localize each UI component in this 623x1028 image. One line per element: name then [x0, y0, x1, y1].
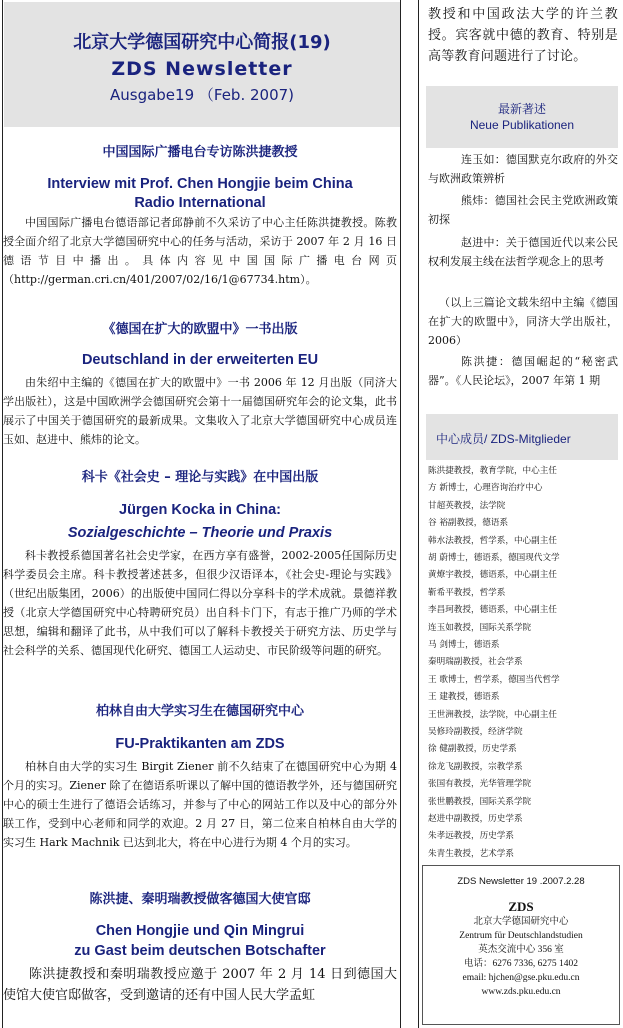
article-1-title-de-line1: Interview mit Prof. Chen Hongjie beim China — [47, 176, 353, 192]
publications-heading-cn: 最新著述 — [497, 102, 546, 116]
member-item: 吴修玲副教授，经济学院 — [428, 727, 523, 737]
member-item: 黄燎宇教授，德语系，中心副主任 — [428, 570, 557, 581]
continuation-text: 教授和中国政法大学的许兰教授。宾客就中德的教育、特别是高等教育问题进行了讨论。 — [428, 7, 618, 64]
member-item: 王 建教授，德语系 — [428, 692, 500, 703]
member-item: 靳希平教授，哲学系 — [428, 587, 506, 598]
member-item: 李昌珂教授，德语系，中心副主任 — [428, 605, 557, 616]
publication-item: 熊炜：德国社会民主党欧洲政策初探 — [428, 194, 618, 226]
article-1-title-cn: 中国国际广播电台专访陈洪捷教授 — [102, 145, 298, 160]
publication-item: （以上三篇论文载朱绍中主编《德国在扩大的欧盟中》，同济大学出版社，2006） — [428, 296, 618, 347]
footer-phone: 电话：6276 7336, 6275 1402 — [463, 959, 578, 969]
member-item: 王世洲教授，法学院，中心副主任 — [428, 709, 557, 720]
publication-item: 赵进中：关于德国近代以来公民权利发展主线在法哲学观念上的思考 — [428, 236, 618, 268]
newsletter-title-en: ZDS Newsletter — [111, 58, 293, 80]
publication-item: 连玉如：德国默克尔政府的外交与欧洲政策辨析 — [428, 153, 618, 185]
member-item: 马 剑博士，德语系 — [428, 640, 500, 650]
article-3-body: 科卡教授系德国著名社会史学家，在西方享有盛誉，2002-2005任国际历史科学委员会主席。科卡教授著述甚多，但很少汉语译本，《社会史-理论与实践》（世纪出版集团，2006）的出版使中国同仁得以分享科卡的学术成就。景德祥教授（北京大学德国研究中心特聘研究员）出自科卡门下，有志于推广乃师的学术思想，编辑和翻译了此书，从中我们可以了解科卡教授关于研究方法、历史学与社会科学的关系、德国现代化研究、德国工人运动史、市民阶级等问题的研究。 — [3, 549, 397, 657]
article-2-title-de: Deutschland in der erweiterten EU — [81, 352, 319, 368]
publications-heading-de: Neue Publikationen — [469, 118, 575, 132]
article-4-body: 柏林自由大学的实习生 Birgit Ziener 前不久结束了在德国研究中心为期 4 个月的实习。Ziener 除了在德语系听课以了解中国的德语教学外，还与德国研究中心的硕士生进行了德语会话练习，并参与了中心的网站工作以及中心的部分外联工作，受到中心老师和同学的欢迎。2 月 27 日，第二位来自柏林自由大学的实习生 Hark Machnik 已达到北大，将在中心进行为期 4 个月的实习。 — [3, 760, 397, 849]
publications-heading-box — [426, 86, 618, 148]
footer-email[interactable]: email: hjchen@gse.pku.edu.cn — [462, 973, 580, 983]
article-5-title-cn: 陈洪捷、秦明瑞教授做客德国大使官邸 — [89, 892, 311, 907]
footer-org-cn: 北京大学德国研究中心 — [473, 917, 569, 927]
member-item: 徐龙飞副教授，宗教学系 — [428, 761, 523, 772]
member-item: 胡 蔚博士，德语系，德国现代文学 — [428, 553, 560, 563]
article-4-title-cn: 柏林自由大学实习生在德国研究中心 — [95, 704, 304, 719]
footer-issue-line: ZDS Newsletter 19 .2007.2.28 — [457, 876, 585, 887]
footer-org-de: Zentrum für Deutschlandstudien — [459, 931, 583, 941]
article-2-title-cn: 《德国在扩大的欧盟中》一书出版 — [102, 322, 298, 337]
member-item: 张世鹏教授，国际关系学院 — [428, 796, 532, 807]
article-3-title-de: Jürgen Kocka in China: — [119, 502, 281, 518]
footer-website[interactable]: www.zds.pku.edu.cn — [481, 987, 561, 997]
member-item: 赵进中副教授，历史学系 — [428, 814, 523, 824]
member-item: 韩水法教授，哲学系，中心副主任 — [428, 535, 557, 546]
contact-box — [422, 865, 620, 1025]
publication-item: 陈洪捷：德国崛起的“秘密武器”。《人民论坛》，2007 年第 1 期 — [428, 355, 618, 387]
side-column — [418, 0, 623, 1028]
article-5-title-de-line2: zu Gast beim deutschen Botschafter — [74, 943, 326, 959]
article-3-title-cn: 科卡《社会史 – 理论与实践》在中国出版 — [81, 470, 319, 485]
article-1-title-de-line2: Radio International — [134, 195, 266, 211]
footer-org: ZDS — [508, 899, 534, 914]
masthead — [4, 2, 400, 127]
article-3-title-de-italic: Sozialgeschichte – Theorie und Praxis — [67, 525, 333, 541]
member-item: 张国有教授，光华管理学院 — [428, 779, 532, 790]
member-item: 秦明瑞副教授，社会学系 — [428, 657, 523, 668]
member-item: 方 新博士，心理咨询治疗中心 — [428, 483, 543, 494]
column-divider-mid — [400, 0, 401, 1028]
article-1-body: 中国国际广播电台德语部记者邱静前不久采访了中心主任陈洪捷教授。陈教授全面介绍了北京大学德国研究中心的任务与活动，采访于 2007 年 2 月 16 日德语节目中播出。具体内容见中国国际广播电台网页（http://german.cri.cn/401/2007/02/16/1@67734.htm）。 — [3, 216, 397, 286]
members-heading: 中心成员/ ZDS-Mitglieder — [436, 432, 571, 446]
member-item: 陈洪捷教授，教育学院，中心主任 — [428, 466, 557, 476]
member-item: 连玉如教授，国际关系学院 — [428, 622, 532, 633]
member-item: 甘超英教授，法学院 — [428, 500, 506, 511]
issue-label: Ausgabe19 （Feb. 2007) — [109, 86, 295, 104]
article-4-title-de: FU-Praktikanten am ZDS — [115, 736, 285, 752]
member-item: 朱青生教授，艺术学系 — [428, 848, 514, 859]
newsletter-title-cn: 北京大学德国研究中心简报(19) — [73, 32, 331, 53]
article-5-title-de-line1: Chen Hongjie und Qin Mingrui — [95, 923, 305, 939]
article-5-body: 陈洪捷教授和秦明瑞教授应邀于 2007 年 2 月 14 日到德国大使馆大使官邸做客，受到邀请的还有中国人民大学孟虹 — [3, 967, 397, 1003]
footer-address: 英杰交流中心 356 室 — [478, 945, 564, 955]
member-item: 王 歌博士，哲学系，德国当代哲学 — [428, 674, 560, 685]
article-2-body: 由朱绍中主编的《德国在扩大的欧盟中》一书 2006 年 12 月出版（同济大学出版社），这是中国欧洲学会德国研究会第十一届德国研究年会的论文集，此书展示了中国关于德国研究的最新成果。文集收入了北京大学德国研究中心成员连玉如、赵进中、熊炜的论文。 — [3, 376, 397, 446]
member-item: 朱孝远教授，历史学系 — [428, 831, 514, 842]
member-item: 徐 健副教授，历史学系 — [428, 744, 517, 755]
members-heading-box — [426, 414, 618, 460]
member-item: 谷 裕副教授，德语系 — [428, 518, 509, 529]
